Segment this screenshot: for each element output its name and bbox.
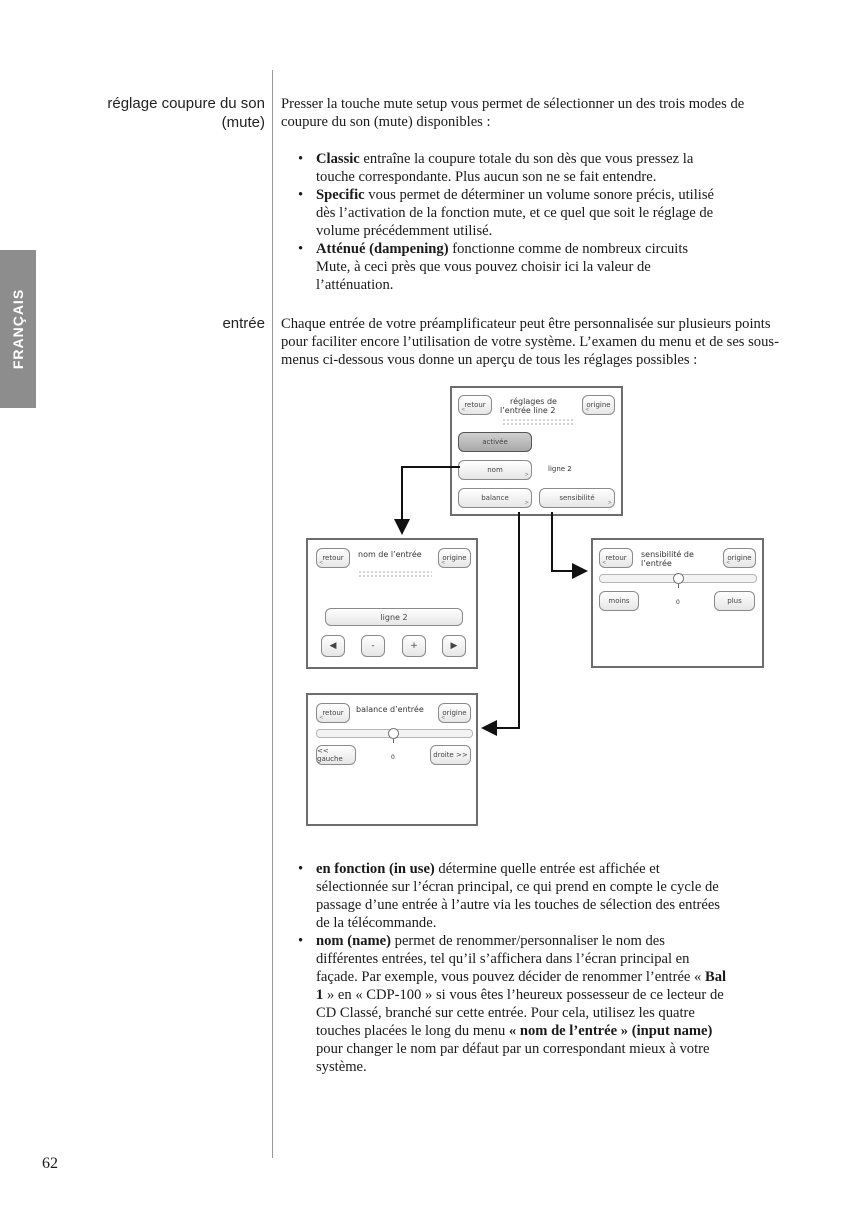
input-intro: Chaque entrée de votre préamplificateur peut être personnalisée sur plusieurs points pour faciliter encore l’utilisation de votre système. L’examen du menu et de ses sous-menus ci-dessous vous donne un aperçu de tous les réglages possibles :: [281, 316, 779, 368]
page-number: 62: [42, 1155, 58, 1172]
list-item: [298, 860, 728, 932]
origin-label: origine: [442, 709, 467, 717]
origin-mark: <: [441, 560, 446, 566]
origin-label: origine: [727, 554, 752, 562]
bullet-text: détermine quelle entrée est affichée et sélectionnée sur l’écran principal, ce qui prend en compte le cycle de passage d’une entrée à l’autre via les touches de sélection des entrées de la télécommande.: [316, 861, 720, 931]
input-options-bullets: [298, 860, 728, 1076]
title-line2: l’entrée line 2: [500, 406, 556, 415]
back-label: retour: [464, 401, 486, 409]
bullet-text: pour changer le nom par défaut par un correspondant mieux à votre système.: [316, 1041, 710, 1075]
origin-label: origine: [586, 401, 611, 409]
bullet-bold: Specific: [316, 187, 365, 203]
mute-label-line2: (mute): [221, 114, 265, 131]
active-label: activée: [482, 438, 508, 446]
bullet-bold: Classic: [316, 151, 360, 167]
bullet-text: permet de renommer/personnaliser le nom des différentes entrées, tel qu’il s’affichera dans l’écran principal en façade. Par exemple, vous pouvez décider de renommer l’entrée «: [316, 933, 705, 985]
arrow-to-sensitivity-screen: [552, 512, 586, 571]
language-tab-label: FRANÇAIS: [10, 288, 26, 370]
arrow-to-balance-screen: [483, 512, 519, 728]
list-item: [298, 932, 728, 1076]
screen-title: balance d’entrée: [356, 705, 424, 714]
origin-mark: <: [441, 715, 446, 721]
bullet-bold: Bal 1: [316, 969, 727, 1003]
less-label: moins: [608, 597, 630, 605]
back-mark: <: [319, 560, 324, 566]
mute-label-line1: réglage coupure du son: [107, 95, 265, 112]
back-mark: <: [602, 560, 607, 566]
balance-label: balance: [481, 494, 509, 502]
mute-intro: Presser la touche mute setup vous permet de sélectionner un des trois modes de coupure du son (mute) disponibles :: [281, 96, 745, 130]
origin-label: origine: [442, 554, 467, 562]
bullet-bold: « nom de l’entrée » (input name): [508, 1023, 713, 1039]
back-mark: <: [461, 407, 466, 413]
bullet-text: fonctionne comme de nombreux circuits Mute, à ceci près que vous pouvez choisir ici la valeur de l’atténuation.: [316, 241, 689, 293]
sensitivity-label: sensibilité: [559, 494, 595, 502]
bullet-bold: nom (name): [316, 933, 391, 949]
back-label: retour: [605, 554, 627, 562]
title-line1: sensibilité de: [641, 550, 694, 559]
name-value: ligne 2: [380, 612, 408, 622]
bullet-text: entraîne la coupure totale du son dès que vous pressez la touche correspondante. Plus aucun son ne se fait entendre.: [316, 151, 694, 185]
name-value: ligne 2: [548, 465, 572, 473]
left-arrow-icon: ◀: [329, 641, 337, 651]
origin-mark: <: [726, 560, 731, 566]
forward-mark: >: [524, 472, 529, 478]
bullet-text: vous permet de déterminer un volume sonore précis, utilisé dès l’activation de la fonction mute, et ce quel que soit le réglage de volume précédemment utilisé.: [316, 187, 714, 239]
balance-value: 0: [391, 754, 395, 761]
bullet-bold: en fonction (in use): [316, 861, 435, 877]
back-label: retour: [322, 709, 344, 717]
bullet-text: » en « CDP-100 » si vous êtes l’heureux possesseur de ce lecteur de CD Classé, branché sur cette entrée. Pour cela, utilisez les quatre touches placées le long du menu: [316, 987, 724, 1039]
name-label: nom: [487, 466, 503, 474]
back-label: retour: [322, 554, 344, 562]
right-arrow-icon: ▶: [450, 641, 458, 651]
sensitivity-value: 0: [676, 599, 680, 606]
balance-right-label: droite >>: [433, 751, 468, 759]
plus-icon: +: [410, 641, 418, 651]
title-line2: l’entrée: [641, 559, 672, 568]
input-section-label: entrée: [222, 315, 265, 332]
forward-mark: >: [524, 500, 529, 506]
minus-icon: -: [371, 641, 375, 651]
bullet-bold: Atténué (dampening): [316, 241, 449, 257]
title-line1: réglages de: [510, 397, 557, 406]
more-label: plus: [727, 597, 742, 605]
screen-title: nom de l’entrée: [358, 550, 422, 559]
forward-mark: >: [607, 500, 612, 506]
origin-mark: <: [585, 407, 590, 413]
back-mark: <: [319, 715, 324, 721]
balance-left-label: << gauche: [317, 747, 343, 763]
arrow-to-name-screen: [402, 467, 460, 533]
